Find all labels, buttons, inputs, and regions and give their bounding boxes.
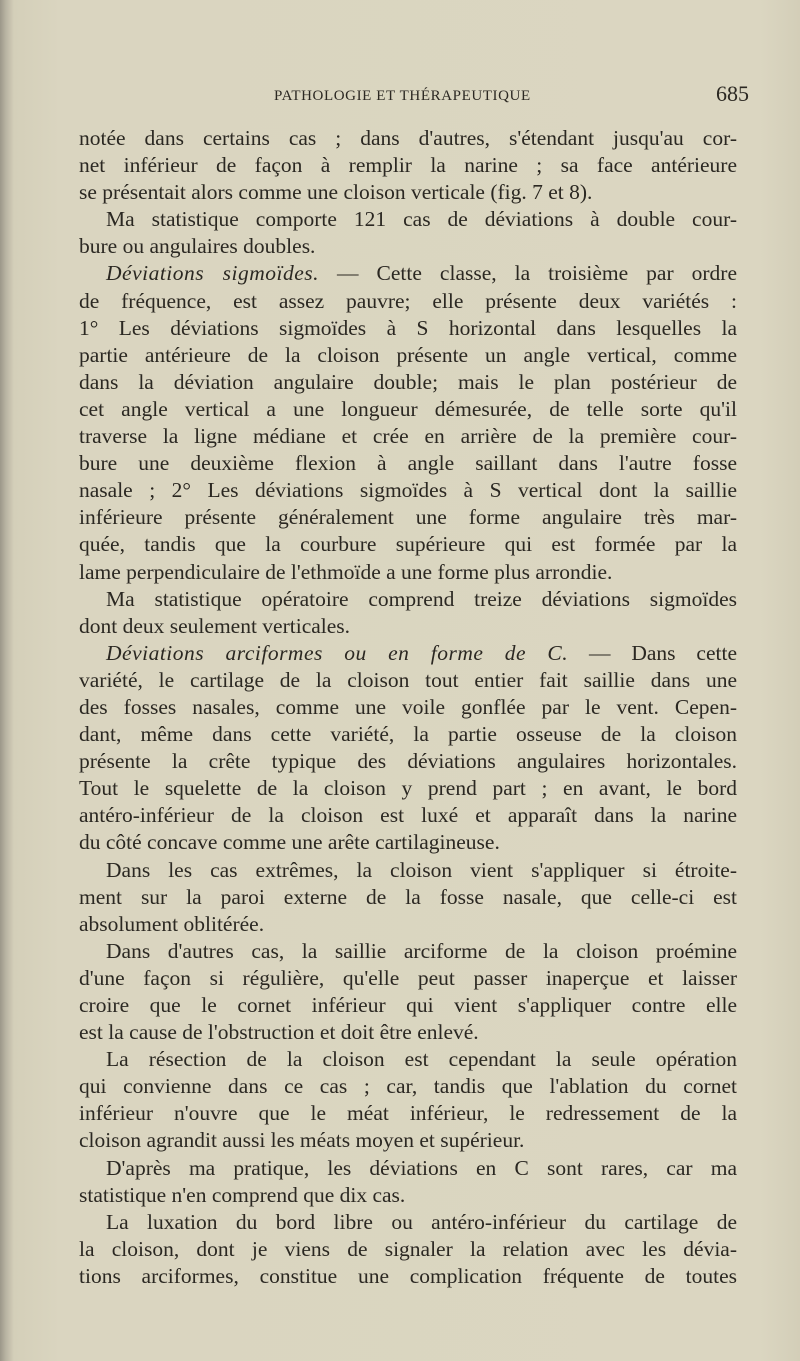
text-line: notée dans certains cas ; dans d'autres, s'étendant jusqu'au cor- <box>79 126 737 150</box>
text-line: net inférieur de façon à remplir la narine ; sa face antérieure <box>79 153 737 178</box>
text-line: La luxation du bord libre ou antéro-inférieur du cartilage de <box>106 1209 737 1234</box>
text-line: Ma statistique comporte 121 cas de déviations à double cour- <box>106 207 737 232</box>
text-line: de fréquence, est assez pauvre; elle présente deux variétés : <box>79 288 737 313</box>
text-line: antéro-inférieur de la cloison est luxé et apparaît dans la narine <box>79 803 737 828</box>
text-line: D'après ma pratique, les déviations en C sont rares, car ma <box>106 1155 737 1180</box>
text-line: traverse la ligne médiane et crée en arrière de la première cour- <box>79 424 737 449</box>
page-header <box>0 78 800 108</box>
body-text <box>79 125 737 1290</box>
text-line: du côté concave comme une arête cartilagineuse. <box>79 830 500 855</box>
text-line: se présentait alors comme une cloison verticale (fig. 7 et 8). <box>79 180 593 205</box>
text-line: cet angle vertical a une longueur démesurée, de telle sorte qu'il <box>79 396 737 421</box>
text-line: nasale ; 2° Les déviations sigmoïdes à S vertical dont la saillie <box>79 478 737 503</box>
paragraph-heading: Déviations arciformes ou en forme de C. <box>106 640 569 665</box>
text-line: Tout le squelette de la cloison y prend part ; en avant, le bord <box>79 776 737 801</box>
text-run: — Dans cette <box>568 640 737 665</box>
text-line: cloison agrandit aussi les méats moyen et supérieur. <box>79 1128 525 1153</box>
text-line: qui convienne dans ce cas ; car, tandis que l'ablation du cornet <box>79 1074 737 1099</box>
text-line: bure une deuxième flexion à angle saillant dans l'autre fosse <box>79 451 737 476</box>
text-line: tions arciformes, constitue une complication fréquente de toutes <box>79 1263 737 1288</box>
running-title: PATHOLOGIE ET THÉRAPEUTIQUE <box>274 88 531 104</box>
page-number: 685 <box>716 81 749 106</box>
text-line: d'une façon si régulière, qu'elle peut passer inaperçue et laisser <box>79 965 737 990</box>
text-line: ment sur la paroi externe de la fosse nasale, que celle-ci est <box>79 884 737 909</box>
text-line: présente la crête typique des déviations angulaires horizontales. <box>79 749 737 774</box>
text-line: inférieur n'ouvre que le méat inférieur, le redressement de la <box>79 1101 737 1126</box>
paragraph-heading: Déviations sigmoïdes. <box>106 261 320 286</box>
text-line: dont deux seulement verticales. <box>79 613 351 638</box>
text-line: dans la déviation angulaire double; mais le plan postérieur de <box>79 369 737 394</box>
text-line: absolument oblitérée. <box>79 911 265 936</box>
text-line: Dans les cas extrêmes, la cloison vient s'appliquer si étroite- <box>106 857 737 882</box>
text-line: inférieure présente généralement une forme angulaire très mar- <box>79 505 737 530</box>
text-line: la cloison, dont je viens de signaler la relation avec les dévia- <box>79 1236 737 1261</box>
text-line <box>79 260 737 287</box>
text-line: statistique n'en comprend que dix cas. <box>79 1182 406 1207</box>
text-line: quée, tandis que la courbure supérieure qui est formée par la <box>79 532 737 557</box>
text-line: partie antérieure de la cloison présente un angle vertical, comme <box>79 342 737 367</box>
text-line: variété, le cartilage de la cloison tout entier fait saillie dans une <box>79 667 737 692</box>
text-line: Dans d'autres cas, la saillie arciforme de la cloison proémine <box>106 938 737 963</box>
text-line: bure ou angulaires doubles. <box>79 234 316 259</box>
text-line: 1° Les déviations sigmoïdes à S horizontal dans lesquelles la <box>79 315 737 340</box>
text-line <box>79 640 737 667</box>
text-line: La résection de la cloison est cependant la seule opération <box>106 1047 737 1072</box>
text-line: des fosses nasales, comme une voile gonflée par le vent. Cepen- <box>79 694 737 719</box>
text-line: dant, même dans cette variété, la partie osseuse de la cloison <box>79 722 737 747</box>
text-line: croire que le cornet inférieur qui vient s'appliquer contre elle <box>79 993 737 1017</box>
text-line: lame perpendiculaire de l'ethmoïde a une forme plus arrondie. <box>79 559 613 584</box>
text-run: — Cette classe, la troisième par ordre <box>319 261 737 286</box>
text-line: est la cause de l'obstruction et doit être enlevé. <box>79 1020 479 1045</box>
text-line: Ma statistique opératoire comprend treize déviations sigmoïdes <box>106 586 737 611</box>
